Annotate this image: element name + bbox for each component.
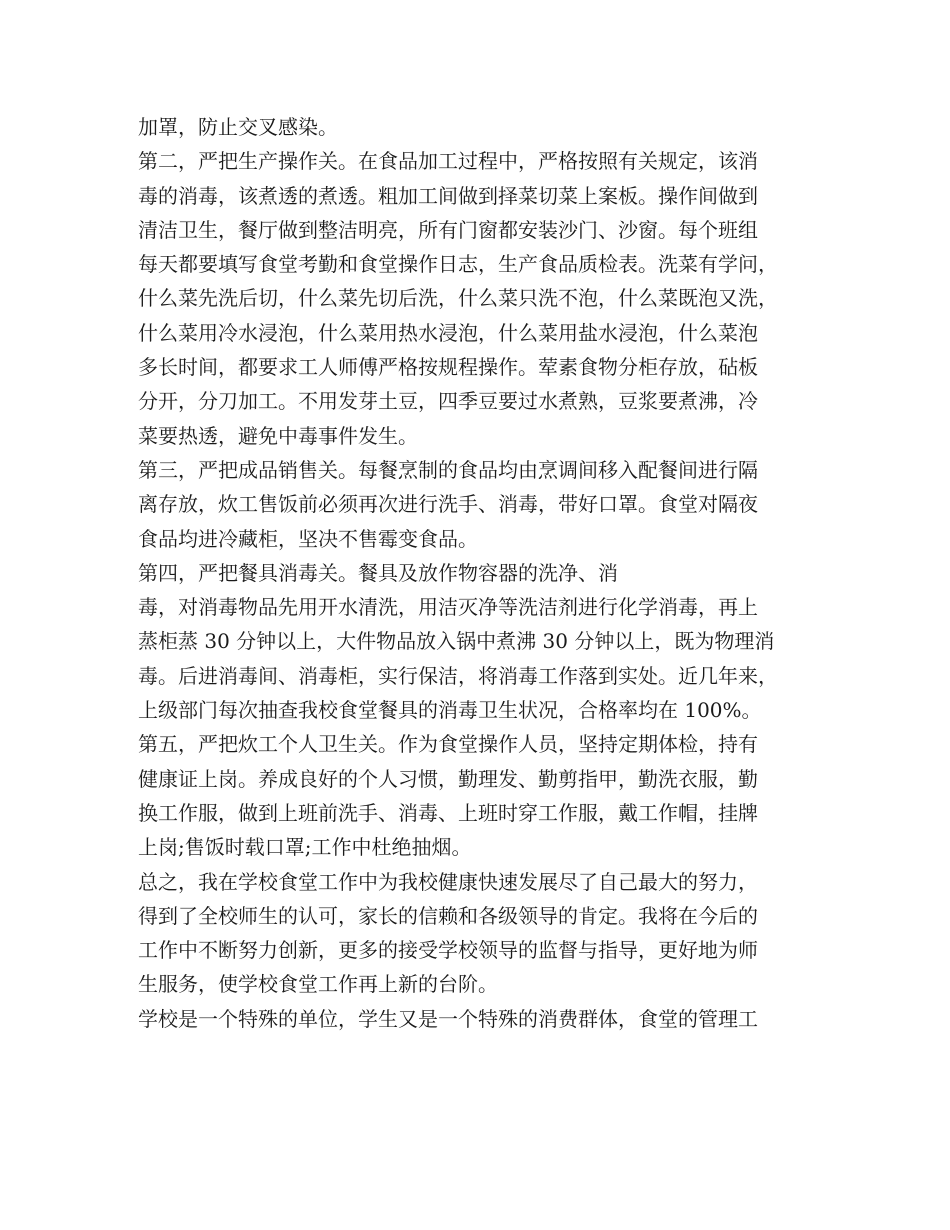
text-line: 菜要热透，避免中毒事件发生。 — [138, 423, 418, 448]
text-line: 什么菜先洗后切，什么菜先切后洗，什么菜只洗不泡，什么菜既泡又洗， — [138, 286, 778, 311]
text-line: 上岗;售饭时载口罩;工作中杜绝抽烟。 — [138, 835, 472, 860]
text-line: 每天都要填写食堂考勤和食堂操作日志，生产食品质检表。洗菜有学问， — [138, 252, 778, 277]
text-line: 毒。后进消毒间、消毒柜，实行保洁，将消毒工作落到实处。近几年来， — [138, 663, 778, 688]
text-line: 总之，我在学校食堂工作中为我校健康快速发展尽了自己最大的努力， — [138, 869, 758, 894]
text-line: 什么菜用冷水浸泡，什么菜用热水浸泡，什么菜用盐水浸泡，什么菜泡 — [138, 320, 758, 345]
text-line: 第四，严把餐具消毒关。餐具及放作物容器的洗净、消 — [138, 560, 618, 585]
body-text — [138, 110, 828, 1036]
text-line: 毒的消毒，该煮透的煮透。粗加工间做到择菜切菜上案板。操作间做到 — [138, 183, 758, 208]
text-line: 第五，严把炊工个人卫生关。作为食堂操作人员，坚持定期体检，持有 — [138, 732, 758, 757]
text-line: 蒸柜蒸 30 分钟以上，大件物品放入锅中煮沸 30 分钟以上，既为物理消 — [138, 629, 775, 654]
text-line: 食品均进冷藏柜，坚决不售霉变食品。 — [138, 526, 478, 551]
text-line: 第二，严把生产操作关。在食品加工过程中，严格按照有关规定，该消 — [138, 149, 758, 174]
text-line: 加罩，防止交叉感染。 — [138, 115, 338, 139]
text-line: 上级部门每次抽查我校食堂餐具的消毒卫生状况，合格率均在 100%。 — [138, 698, 762, 723]
text-line: 健康证上岗。养成良好的个人习惯，勤理发、勤剪指甲，勤洗衣服，勤 — [138, 766, 758, 791]
text-line: 生服务，使学校食堂工作再上新的台阶。 — [138, 972, 498, 997]
text-line: 第三，严把成品销售关。每餐烹制的食品均由烹调间移入配餐间进行隔 — [138, 457, 758, 482]
text-line: 毒，对消毒物品先用开水清洗，用洁灭净等洗洁剂进行化学消毒，再上 — [138, 595, 758, 620]
text-line: 工作中不断努力创新，更多的接受学校领导的监督与指导，更好地为师 — [138, 938, 758, 963]
text-line: 分开，分刀加工。不用发芽土豆，四季豆要过水煮熟，豆浆要煮沸，冷 — [138, 389, 758, 414]
text-line: 清洁卫生，餐厅做到整洁明亮，所有门窗都安装沙门、沙窗。每个班组 — [138, 217, 758, 242]
text-line: 换工作服，做到上班前洗手、消毒、上班时穿工作服，戴工作帽，挂牌 — [138, 800, 758, 825]
text-line: 多长时间，都要求工人师傅严格按规程操作。荤素食物分柜存放，砧板 — [138, 355, 758, 380]
text-line: 离存放，炊工售饭前必须再次进行洗手、消毒，带好口罩。食堂对隔夜 — [138, 492, 758, 517]
text-line: 得到了全校师生的认可，家长的信赖和各级领导的肯定。我将在今后的 — [138, 903, 758, 928]
text-line: 学校是一个特殊的单位，学生又是一个特殊的消费群体，食堂的管理工 — [138, 1006, 758, 1031]
